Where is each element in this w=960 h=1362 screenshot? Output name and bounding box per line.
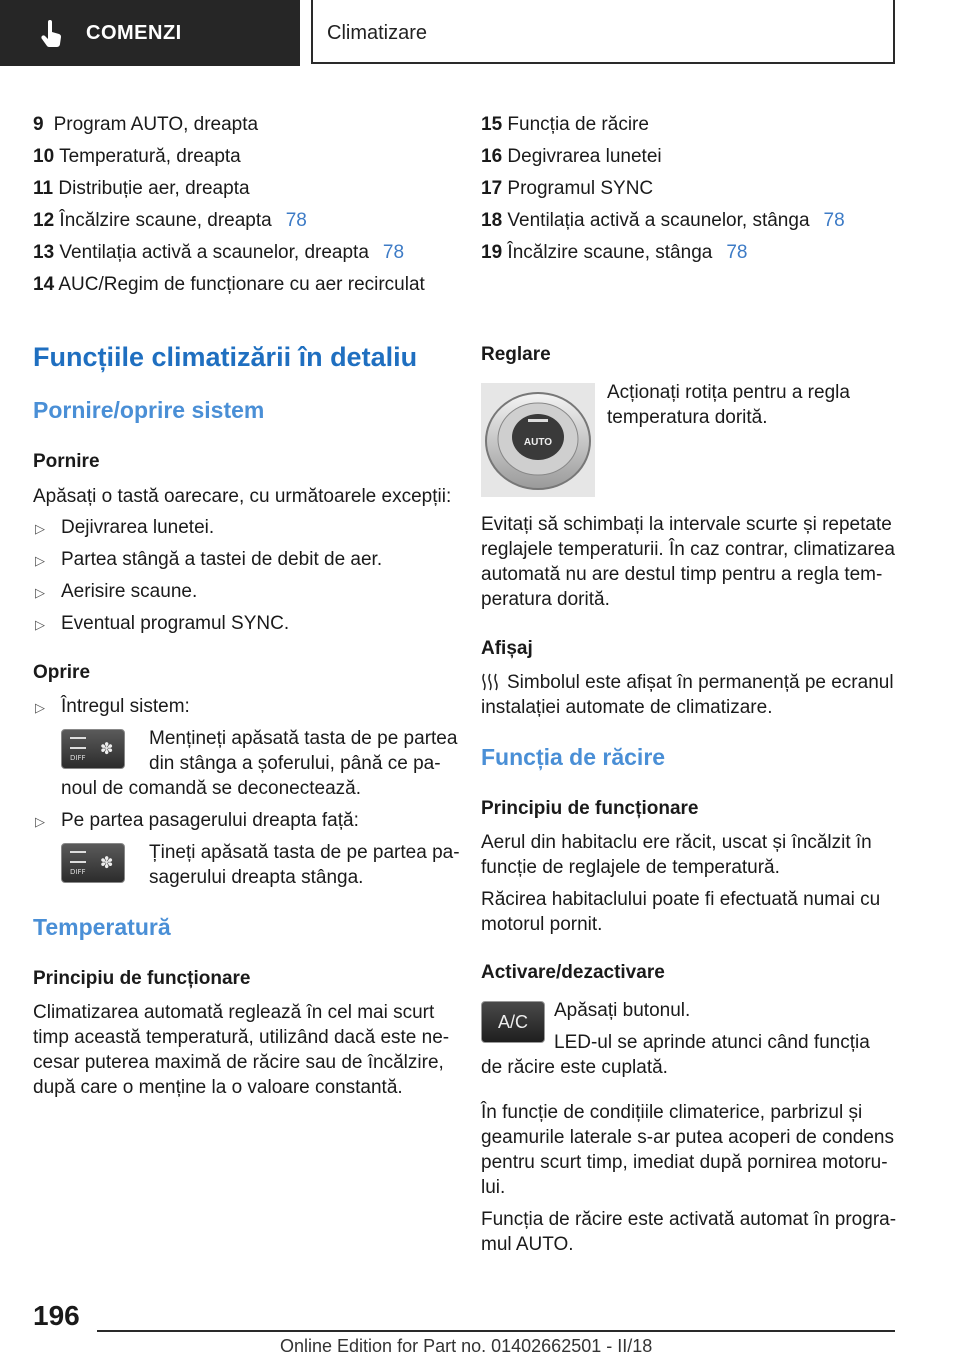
triangle-right-icon: ▷ (35, 700, 45, 715)
bullet-text: Aerisire scaune. (61, 581, 198, 602)
fan-icon: ✽ (100, 855, 114, 872)
cond-text-line: lui. (481, 1177, 506, 1198)
avoid-text-line: Evitați să schimbați la intervale scurte și repetate (481, 514, 892, 535)
triangle-right-icon: ▷ (35, 521, 45, 536)
auto-text-line: Funcția de răcire este activată automat în progra- (481, 1209, 897, 1230)
off-text-line: din stânga a șoferului, până ce pa- (149, 753, 441, 774)
reglare-text-line: Acționați rotița pentru a regla (607, 382, 850, 403)
cond-text-line: pentru scurt timp, imediat după pornirea motoru- (481, 1152, 888, 1173)
subsection-title-cooling: Funcția de răcire (481, 744, 666, 770)
legend-item: 18 Ventilația activă a scaunelor, stânga 78 (481, 210, 845, 231)
knob-icon (481, 383, 595, 497)
reglare-text-line: temperatura dorită. (607, 407, 768, 428)
bullet-text: Întregul sistem: (61, 696, 190, 717)
heading-reglare: Reglare (481, 344, 551, 365)
bullet-text: Pe partea pasagerului dreapta față: (61, 810, 359, 831)
cool-text-line: motorul pornit. (481, 914, 603, 935)
avoid-text-line: peratura dorită. (481, 589, 610, 610)
legend-item: 15 Funcția de răcire (481, 114, 649, 135)
subsection-title-power: Pornire/oprire sistem (33, 397, 265, 423)
temp-text-line: timp această temperatură, utilizând dacă este ne- (33, 1027, 450, 1048)
bullet-text: Eventual programul SYNC. (61, 613, 290, 634)
legend-item: 16 Degivrarea lunetei (481, 146, 662, 167)
page-ref-link[interactable]: 78 (823, 210, 845, 231)
off-text-line: Mențineți apăsată tasta de pe partea (149, 728, 458, 749)
temp-text-line: după care o menține la o valoare constantă. (33, 1077, 403, 1098)
svg-text:AUTO: AUTO (523, 437, 553, 448)
page-ref-link[interactable]: 78 (726, 242, 748, 263)
page-ref-link[interactable]: 78 (285, 210, 307, 231)
legend-item: 14 AUC/Regim de funcționare cu aer recirculat (33, 274, 425, 295)
temperature-knob-image (481, 383, 595, 497)
act-text-line: Apăsați butonul. (554, 1000, 691, 1021)
hand-pointer-icon (38, 20, 66, 48)
act-text-line: de răcire este cuplată. (481, 1057, 668, 1078)
heading-on: Pornire (33, 451, 100, 472)
avoid-text-line: reglajele temperaturii. În caz contrar, climatizarea (481, 539, 895, 560)
legend-item: 11 Distribuție aer, dreapta (33, 178, 250, 199)
off-text-line: noul de comandă se deconectează. (61, 778, 361, 799)
header-section (311, 0, 895, 64)
avoid-text-line: automată nu are destul timp pentru a regla tem- (481, 564, 883, 585)
cond-text-line: În funcție de condițiile climaterice, parbrizul și (481, 1102, 863, 1123)
subsection-title-temperature: Temperatură (33, 914, 171, 940)
footer-divider (97, 1330, 895, 1332)
act-text-line: LED-ul se aprinde atunci când funcția (554, 1032, 870, 1053)
heading-afisaj: Afișaj (481, 638, 533, 659)
temp-text-line: cesar puterea maximă de răcire sau de încălzire, (33, 1052, 444, 1073)
display-text-line: instalației automate de climatizare. (481, 697, 773, 718)
triangle-right-icon: ▷ (35, 553, 45, 568)
section-title: Funcțiile climatizării în detaliu (33, 342, 418, 372)
legend-item: 10 Temperatură, dreapta (33, 146, 241, 167)
diff-fan-button-image: DIFF ✽ (61, 843, 125, 883)
temp-text-line: Climatizarea automată reglează în cel mai scurt (33, 1002, 435, 1023)
legend-item: 19 Încălzire scaune, stânga 78 (481, 242, 748, 263)
cool-text-line: funcție de reglajele de temperatură. (481, 857, 780, 878)
auto-text-line: mul AUTO. (481, 1234, 574, 1255)
header-tab (0, 0, 300, 66)
cool-text-line: Aerul din habitaclu ere răcit, uscat și încălzit în (481, 832, 872, 853)
bullet-text: Dejivrarea lunetei. (61, 517, 215, 538)
triangle-right-icon: ▷ (35, 585, 45, 600)
diff-fan-button-image: DIFF ✽ (61, 729, 125, 769)
cond-text-line: geamurile laterale s-ar putea acoperi de condens (481, 1127, 894, 1148)
page-number: 196 (33, 1300, 80, 1331)
ac-button-image: A/C (481, 1001, 545, 1043)
cool-text-line: Răcirea habitaclului poate fi efectuată numai cu (481, 889, 881, 910)
heat-symbol-icon (481, 672, 499, 692)
legend-item: 13 Ventilația activă a scaunelor, dreapta 78 (33, 242, 405, 263)
defrost-icon (70, 737, 86, 749)
on-text: Apăsați o tastă oarecare, cu următoarele excepții: (33, 486, 452, 507)
heading-off: Oprire (33, 662, 91, 683)
heading-activation: Activare/dezactivare (481, 962, 665, 983)
header-section-label: Climatizare (327, 22, 428, 44)
triangle-right-icon: ▷ (35, 617, 45, 632)
header-tab-label: COMENZI (86, 22, 182, 44)
fan-icon: ✽ (100, 741, 114, 758)
page-ref-link[interactable]: 78 (382, 242, 405, 263)
heading-principle: Principiu de funcționare (481, 798, 699, 819)
legend-item: 9 Program AUTO, dreapta (33, 114, 259, 135)
edition-text: Online Edition for Part no. 01402662501 - II/18 (280, 1336, 653, 1356)
off-text-line: Țineți apăsată tasta de pe partea pa- (149, 842, 460, 863)
display-text-line: Simbolul este afișat în permanență pe ecranul (507, 672, 894, 693)
legend-item: 12 Încălzire scaune, dreapta 78 (33, 210, 307, 231)
off-text-line: sagerului dreapta stânga. (149, 867, 364, 888)
legend-item: 17 Programul SYNC (481, 178, 654, 199)
defrost-icon (70, 851, 86, 863)
triangle-right-icon: ▷ (35, 814, 45, 829)
bullet-text: Partea stângă a tastei de debit de aer. (61, 549, 383, 570)
heading-principle: Principiu de funcționare (33, 968, 251, 989)
